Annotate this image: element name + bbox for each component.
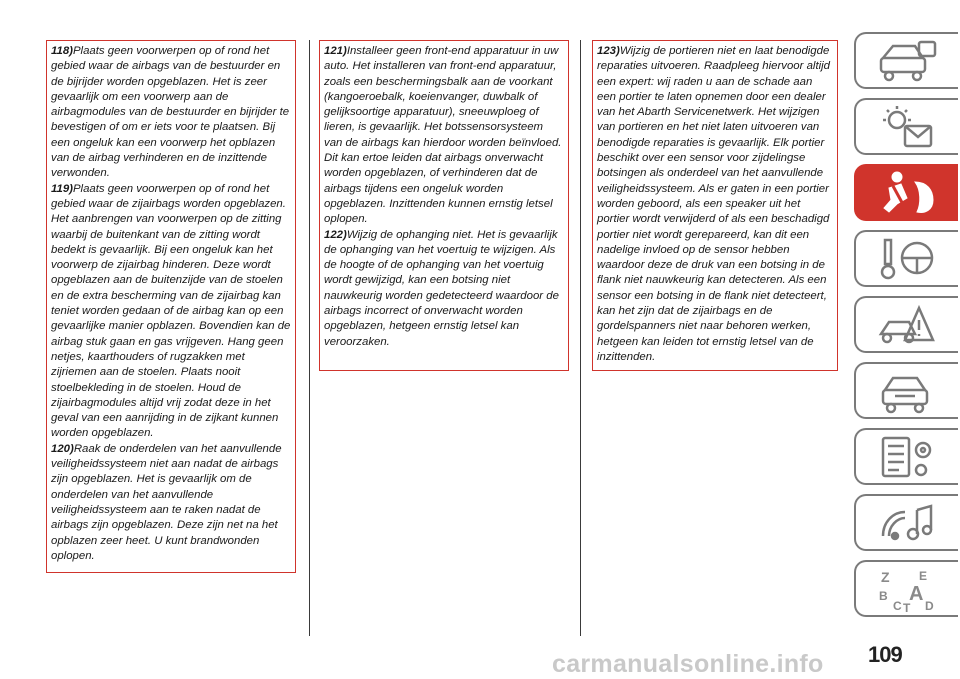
note-text: Installeer geen front-end apparatuur in uw auto. Het installeren van front-end apparatuur, zoals een beschermingsbalk aan de voorkant (kangoeroebalk, koeienvanger, duwbalk of gelijksoortige apparatuur), sneeuwploeg of lieren, is gevaarlijk. Het botssensorsysteem van de airbags kan hierdoor worden beïnvloed. Dit kan ertoe leiden dat airbags onverwacht worden opgeblazen, of verhinderen dat de airbags tijdens een ongeluk worden opgeblazen. Inzittenden kunnen ernstig letsel oplopen. <box>324 45 562 226</box>
warning-lights-icon <box>875 102 939 152</box>
tab-index[interactable] <box>854 560 958 617</box>
column-divider <box>309 40 310 636</box>
note-paragraph-119 <box>51 182 291 442</box>
airbag-seatbelt-icon <box>875 168 939 218</box>
note-paragraph-122 <box>324 228 564 350</box>
index-letter: T <box>903 600 911 614</box>
note-number: 121) <box>324 45 347 57</box>
warning-column-1 <box>46 40 296 573</box>
page-number: 109 <box>868 642 902 667</box>
note-number: 118) <box>51 45 73 57</box>
tab-maintenance[interactable] <box>854 362 958 419</box>
tab-safety[interactable] <box>854 164 958 221</box>
car-dashboard-icon <box>875 36 939 86</box>
watermark: carmanualsonline.info <box>552 650 824 678</box>
note-paragraph-121 <box>324 44 564 228</box>
note-text: Raak de onderdelen van het aanvullende veiligheidssysteem niet aan nadat de airbags zijn opgeblazen. Het is gevaarlijk om de onderdelen van het aanvullende veiligheidssysteem aan te raken nadat de airbags zijn opgeblazen. Deze zijn net na het opblazen zeer heet. U kunt brandwonden oplopen. <box>51 442 282 562</box>
note-text: Wijzig de portieren niet en laat benodigde reparaties uitvoeren. Raadpleeg hiervoor altijd een expert: wij raden u aan de schade aan een portier te laten opnemen door een dealer van het Abarth Servicenetwerk. Het wijzigen van portieren en het niet laten uitvoeren van benodigde reparaties is gevaarlijk. Elk portier beschikt over een sensor voor zijdelingse botsingen als onderdeel van het aanvullende veiligheidssysteem. Als er gaten in een portier worden geboord, als een speaker uit het portier wordt verwijderd of als een beschadigd portier niet wordt gerepareerd, kan dit een nadelige invloed op de sensor hebben waardoor deze de druk van een botsing in de flank niet nauwkeurig kan detecteren. Als een sensor een botsing in de flank niet detecteert, kan het zijn dat de zijairbags en de gordelspanners niet naar behoren werken, hetgeen kan leiden tot ernstig letsel van de inzittenden. <box>597 45 831 363</box>
index-letter: A <box>909 582 924 605</box>
index-letter: D <box>925 598 934 613</box>
car-maintenance-icon <box>875 366 939 416</box>
multimedia-icon <box>875 498 939 548</box>
note-number: 123) <box>597 45 620 57</box>
warning-column-3 <box>592 40 838 371</box>
technical-specs-icon <box>875 432 939 482</box>
index-letter: E <box>919 568 928 583</box>
index-letter: B <box>879 588 888 603</box>
tab-warning-lights[interactable] <box>854 98 958 155</box>
alphabetical-index-icon <box>875 564 939 614</box>
note-number: 119) <box>51 182 73 195</box>
note-number: 122) <box>324 228 347 241</box>
tab-technical-data[interactable] <box>854 428 958 485</box>
note-paragraph-123 <box>597 44 833 365</box>
note-text: Wijzig de ophanging niet. Het is gevaarlijk de ophanging van het voertuig te wijzigen. Als de hoogte of de ophanging van het voertuig wordt gewijzigd, kan een botsing niet nauwkeurig worden gedetecteerd waardoor de airbags incorrect of onverwacht worden opgeblazen, hetgeen ernstig letsel kan veroorzaken. <box>324 228 559 348</box>
tab-emergency[interactable] <box>854 296 958 353</box>
note-paragraph-120 <box>51 442 291 564</box>
note-text: Plaats geen voorwerpen op of rond het gebied waar de airbags van de bestuurder en de bijrijder worden opgeblazen. Het is zeer gevaarlijk om een voorwerp aan de airbagmodules van de bestuurder en bijrijder te bevestigen of om er iets voor te plaatsen. Bij een ongeluk kan een voorwerp het opblazen van de airbag verhinderen en de inzittende verwonden. <box>51 45 290 180</box>
column-divider <box>580 40 581 636</box>
chapter-tabs <box>851 32 960 632</box>
key-steering-wheel-icon <box>875 234 939 284</box>
tab-dashboard[interactable] <box>854 32 958 89</box>
tab-multimedia[interactable] <box>854 494 958 551</box>
note-text: Plaats geen voorwerpen op of rond het gebied waar de zijairbags worden opgeblazen. Het aanbrengen van voorwerpen op de zitting waarbij de buitenkant van de zitting wordt bedekt is gevaarlijk. Bij een ongeluk kan het voorwerp de zijairbag hinderen. Deze wordt opgeblazen aan de buitenzijde van de stoelen en de extra bescherming van de zijairbag kan teniet worden gedaan of de airbag kan op een gevaarlijke manier opblazen. Bovendien kan de airbag stuk gaan en gas vrijgeven. Hang geen netjes, kaarthouders of rugzakken met zijriemen aan de stoelen. Plaats nooit stoelbekleding in de stoelen. Houd de zijairbagmodules altijd vrij zodat deze in het geval van een aanrijding in de zijkant kunnen worden opgeblazen. <box>51 182 291 440</box>
note-number: 120) <box>51 442 74 455</box>
breakdown-warning-icon <box>875 300 939 350</box>
warning-column-2 <box>319 40 569 371</box>
note-paragraph-118 <box>51 44 291 182</box>
index-letter: C <box>893 598 902 613</box>
tab-starting-driving[interactable] <box>854 230 958 287</box>
index-letter: Z <box>881 568 890 585</box>
